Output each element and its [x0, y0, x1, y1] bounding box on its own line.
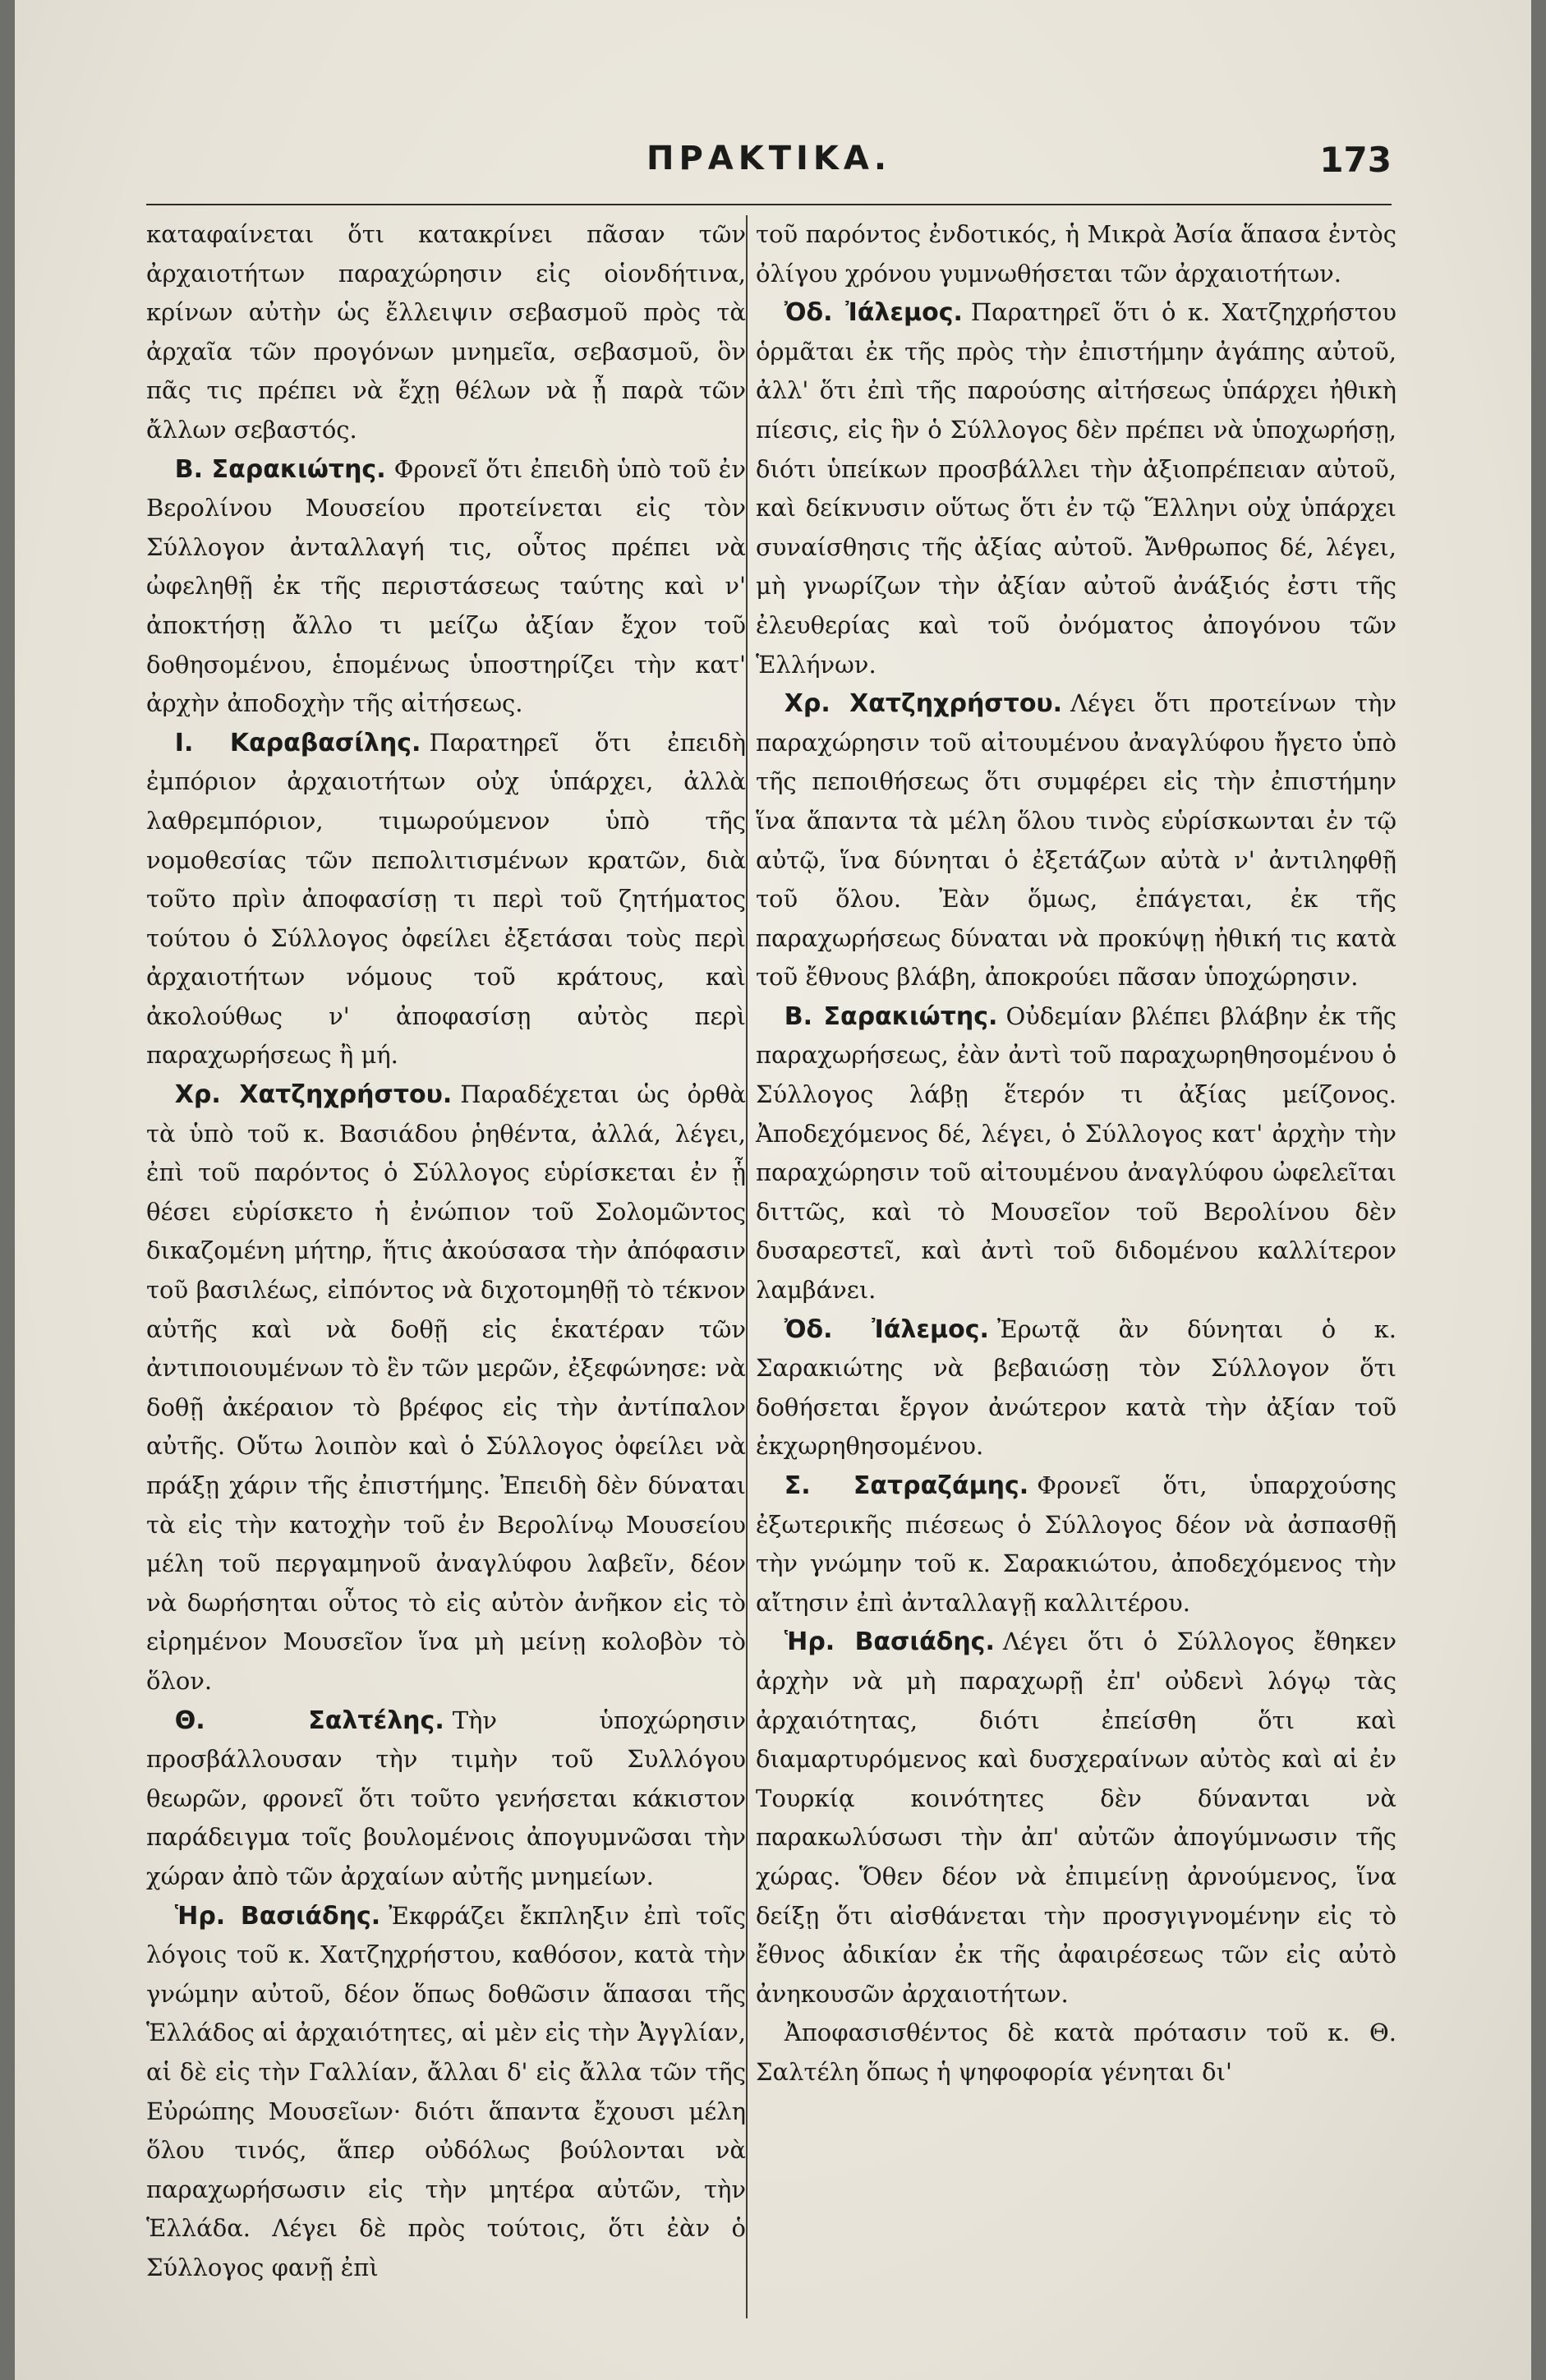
paragraph	[146, 724, 746, 1075]
page-sheet	[15, 0, 1531, 2380]
paragraph	[146, 1075, 746, 1701]
paragraph-text: Ἐρωτᾷ ἂν δύνηται ὁ κ. Σαρακιώτης νὰ βεβαιώσῃ τὸν Σύλλογον ὅτι δοθήσεται ἔργον ἀνώτερον κατὰ τὴν ἀξίαν τοῦ ἐκχωρηθησομένου.	[756, 1314, 1396, 1461]
paragraph-text: Τὴν ὑποχώρησιν προσβάλλουσαν τὴν τιμὴν τοῦ Συλλόγου θεωρῶν, φρονεῖ ὅτι τοῦτο γενήσεται κάκιστον παράδειγμα τοῖς βουλομένοις ἀπογυμνῶσαι τὴν χώραν ἀπὸ τῶν ἀρχαίων αὐτῆς μνημείων.	[146, 1706, 746, 1890]
speaker-name: Ἡρ. Βασιάδης.	[174, 1901, 381, 1931]
paragraph	[756, 1466, 1396, 1623]
paragraph	[146, 215, 746, 450]
paragraph	[756, 1310, 1396, 1466]
paragraph-text: Παρατηρεῖ ὅτι ὁ κ. Χατζηχρήστου ὁρμᾶται ἐκ τῆς πρὸς τὴν ἐπιστήμην ἀγάπης αὐτοῦ, ἀλλ' ὅτι ἐπὶ τῆς παρούσης αἰτήσεως ὑπάρχει ἠθικὴ πίεσις, εἰς ἣν ὁ Σύλλογος δὲν πρέπει νὰ ὑποχωρήσῃ, διότι ὑπείκων προσβάλλει τὴν ἀξιοπρέπειαν αὐτοῦ, καὶ δείκνυσιν οὕτως ὅτι ἐν τῷ Ἕλληνι οὐχ ὑπάρχει συναίσθησις τῆς ἀξίας αὐτοῦ. Ἄνθρωπος δέ, λέγει, μὴ γνωρίζων τὴν ἀξίαν αὐτοῦ ἀνάξιός ἐστι τῆς ἐλευθερίας καὶ τοῦ ὀνόματος ἀπογόνου τῶν Ἑλλήνων.	[756, 298, 1396, 679]
speaker-name: Χρ. Χατζηχρήστου.	[174, 1080, 453, 1110]
paragraph	[756, 215, 1396, 293]
paragraph	[756, 2014, 1396, 2092]
paragraph-text: Φρονεῖ ὅτι ἐπειδὴ ὑπὸ τοῦ ἐν Βερολίνου Μουσείου προτείνεται εἰς τὸν Σύλλογον ἀνταλλαγή τις, οὗτος πρέπει νὰ ὠφεληθῇ ἐκ τῆς περιστάσεως ταύτης καὶ ν' ἀποκτήσῃ ἄλλο τι μείζω ἀξίαν ἔχον τοῦ δοθησομένου, ἑπομένως ὑποστηρίζει τὴν κατ' ἀρχὴν ἀποδοχὴν τῆς αἰτήσεως.	[146, 454, 746, 718]
speaker-name: Χρ. Χατζηχρήστου.	[784, 689, 1063, 719]
speaker-name: Β. Σαρακιώτης.	[174, 454, 386, 484]
running-title: ΠΡΑΚΤΙΚΑ.	[646, 140, 892, 177]
paragraph	[146, 450, 746, 724]
paragraph-text: Λέγει ὅτι προτείνων τὴν παραχώρησιν τοῦ αἰτουμένου ἀναγλύφου ἤγετο ὑπὸ τῆς πεποιθήσεως ὅτι συμφέρει εἰς τὴν ἐπιστήμην ἵνα ἅπαντα τὰ μέλη ὅλου τινὸς εὑρίσκωνται ἐν τῷ αὐτῷ, ἵνα δύνηται ὁ ἐξετάζων αὐτὰ ν' ἀντιληφθῇ τοῦ ὅλου. Ἐὰν ὅμως, ἐπάγεται, ἐκ τῆς παραχωρήσεως δύναται νὰ προκύψῃ ἠθική τις κατὰ τοῦ ἔθνους βλάβη, ἀποκρούει πᾶσαν ὑποχώρησιν.	[756, 689, 1396, 992]
paragraph-text: Παραδέχεται ὡς ὀρθὰ τὰ ὑπὸ τοῦ κ. Βασιάδου ῥηθέντα, ἀλλά, λέγει, ἐπὶ τοῦ παρόντος ὁ Σύλλογος εὑρίσκεται ἐν ᾗ θέσει εὑρίσκετο ἡ ἐνώπιον τοῦ Σολομῶντος δικαζομένη μήτηρ, ἥτις ἀκούσασα τὴν ἀπόφασιν τοῦ βασιλέως, εἰπόντος νὰ διχοτομηθῇ τὸ τέκνον αὐτῆς καὶ νὰ δοθῇ εἰς ἑκατέραν τῶν ἀντιποιουμένων τὸ ἓν τῶν μερῶν, ἐξεφώνησε: νὰ δοθῇ ἀκέραιον τὸ βρέφος εἰς τὴν ἀντίπαλον αὐτῆς. Οὕτω λοιπὸν καὶ ὁ Σύλλογος ὀφείλει νὰ πράξῃ χάριν τῆς ἐπιστήμης. Ἐπειδὴ δὲν δύναται τὰ εἰς τὴν κατοχὴν τοῦ ἐν Βερολίνῳ Μουσείου μέλη τοῦ περγαμηνοῦ ἀναγλύφου λαβεῖν, δέον νὰ δωρήσηται οὗτος τὸ εἰς αὐτὸν ἀνῆκον εἰς τὸ εἰρημένον Μουσεῖον ἵνα μὴ μείνῃ κολοβὸν τὸ ὅλον.	[146, 1080, 746, 1695]
speaker-name: Ὀδ. Ἰάλεμος.	[784, 298, 963, 328]
speaker-name: Θ. Σαλτέλης.	[174, 1706, 444, 1735]
speaker-name: Σ. Σατραζάμης.	[784, 1471, 1029, 1500]
paragraph-text: καταφαίνεται ὅτι κατακρίνει πᾶσαν τῶν ἀρχαιοτήτων παραχώρησιν εἰς οἱονδήτινα, κρίνων αὐτὴν ὡς ἔλλειψιν σεβασμοῦ πρὸς τὰ ἀρχαῖα τῶν προγόνων μνημεῖα, σεβασμοῦ, ὃν πᾶς τις πρέπει νὰ ἔχῃ θέλων νὰ ᾖ παρὰ τῶν ἄλλων σεβαστός.	[146, 220, 746, 444]
right-column	[756, 215, 1396, 2092]
speaker-name: Ὀδ. Ἰάλεμος.	[784, 1314, 989, 1344]
page-number: 173	[1319, 140, 1392, 180]
speaker-name: Β. Σαρακιώτης.	[784, 1001, 998, 1031]
paragraph-text: Ἀποφασισθέντος δὲ κατὰ πρότασιν τοῦ κ. Θ. Σαλτέλη ὅπως ἡ ψηφοφορία γένηται δι'	[756, 2019, 1396, 2086]
paragraph-text: Φρονεῖ ὅτι, ὑπαρχούσης ἐξωτερικῆς πιέσεως ὁ Σύλλογος δέον νὰ ἀσπασθῇ τὴν γνώμην τοῦ κ. Σαρακιώτου, ἀποδεχόμενος τὴν αἴτησιν ἐπὶ ἀνταλλαγῇ καλλιτέρου.	[756, 1471, 1396, 1617]
page-header	[146, 140, 1392, 189]
paragraph	[756, 1623, 1396, 2014]
paragraph	[756, 293, 1396, 684]
paragraph-text: Λέγει ὅτι ὁ Σύλλογος ἔθηκεν ἀρχὴν νὰ μὴ παραχωρῇ ἐπ' οὐδενὶ λόγῳ τὰς ἀρχαιότητας, διότι ἐπείσθη ὅτι καὶ διαμαρτυρόμενος καὶ δυσχεραίνων αὐτὸς καὶ αἱ ἐν Τουρκίᾳ κοινότητες δὲν δύνανται νὰ παρακωλύσωσι τὴν ἀπ' αὐτῶν ἀπογύμνωσιν τῆς χώρας. Ὅθεν δέον νὰ ἐπιμείνῃ ἀρνούμενος, ἵνα δείξῃ ὅτι αἰσθάνεται τὴν προσγιγνομένην εἰς τὸ ἔθνος ἀδικίαν ἐκ τῆς ἀφαιρέσεως τῶν εἰς αὐτὸ ἀνηκουσῶν ἀρχαιοτήτων.	[756, 1627, 1396, 2008]
left-column	[146, 215, 746, 2287]
paragraph	[146, 1701, 746, 1897]
header-rule	[146, 204, 1392, 205]
paragraph	[756, 997, 1396, 1310]
paragraph	[756, 684, 1396, 997]
paragraph-text: Ἐκφράζει ἔκπληξιν ἐπὶ τοῖς λόγοις τοῦ κ. Χατζηχρήστου, καθόσον, κατὰ τὴν γνώμην αὐτοῦ, δέον ὅπως δοθῶσιν ἅπασαι τῆς Ἑλλάδος αἱ ἀρχαιότητες, αἱ μὲν εἰς τὴν Ἀγγλίαν, αἱ δὲ εἰς τὴν Γαλλίαν, ἄλλαι δ' εἰς ἄλλα τῶν τῆς Εὐρώπης Μουσεῖων· διότι ἅπαντα ἔχουσι μέλη ὅλου τινός, ἅπερ οὐδόλως βούλονται νὰ παραχωρήσωσιν εἰς τὴν μητέρα αὐτῶν, τὴν Ἑλλάδα. Λέγει δὲ πρὸς τούτοις, ὅτι ἐὰν ὁ Σύλλογος φανῇ ἐπὶ	[146, 1901, 747, 2281]
paragraph-text: τοῦ παρόντος ἐνδοτικός, ἡ Μικρὰ Ἀσία ἅπασα ἐντὸς ὀλίγου χρόνου γυμνωθήσεται τῶν ἀρχαιοτήτων.	[756, 220, 1396, 288]
speaker-name: Ἡρ. Βασιάδης.	[784, 1627, 995, 1657]
paragraph-text: Οὐδεμίαν βλέπει βλάβην ἐκ τῆς παραχωρήσεως, ἐὰν ἀντὶ τοῦ παραχωρηθησομένου ὁ Σύλλογος λάβῃ ἕτερόν τι ἀξίας μείζονος. Ἀποδεχόμενος δέ, λέγει, ὁ Σύλλογος κατ' ἀρχὴν τὴν παραχώρησιν τοῦ αἰτουμένου ἀναγλύφου ὠφελεῖται διττῶς, καὶ τὸ Μουσεῖον τοῦ Βερολίνου δὲν δυσαρεστεῖ, καὶ ἀντὶ τοῦ διδομένου καλλίτερον λαμβάνει.	[756, 1001, 1396, 1305]
paragraph-text: Παρατηρεῖ ὅτι ἐπειδὴ ἐμπόριον ἀρχαιοτήτων οὐχ ὑπάρχει, ἀλλὰ λαθρεμπόριον, τιμωρούμενον ὑπὸ τῆς νομοθεσίας τῶν πεπολιτισμένων κρατῶν, διὰ τοῦτο πρὶν ἀποφασίσῃ τι περὶ τοῦ ζητήματος τούτου ὁ Σύλλογος ὀφείλει ἐξετάσαι τοὺς περὶ ἀρχαιοτήτων νόμους τοῦ κράτους, καὶ ἀκολούθως ν' ἀποφασίσῃ αὐτὸς περὶ παραχωρήσεως ἢ μή.	[146, 728, 747, 1070]
paragraph	[146, 1897, 746, 2288]
speaker-name: Ι. Καραβασίλης.	[174, 728, 421, 757]
column-divider	[746, 215, 748, 2318]
